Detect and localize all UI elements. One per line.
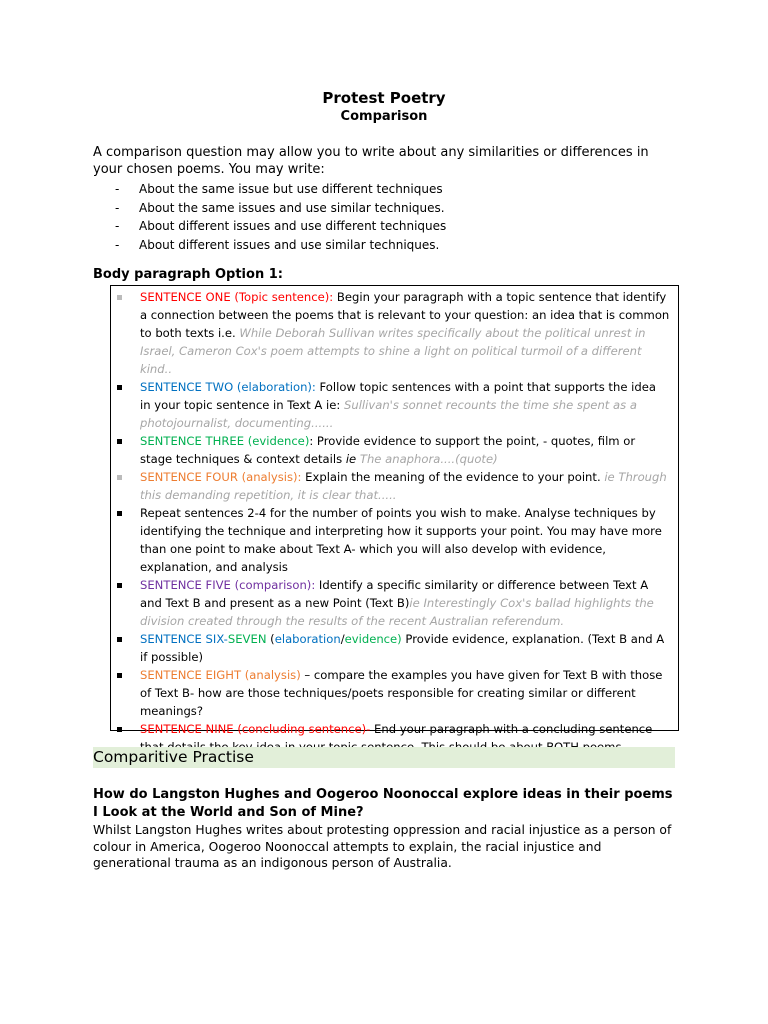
list-item: [93, 217, 446, 236]
square-bullet-icon: [117, 727, 122, 732]
step-item: [111, 432, 680, 468]
option-heading: Body paragraph Option 1:: [93, 267, 283, 282]
step-item: [111, 576, 680, 630]
list-item-text: About the same issue but use different techniques: [139, 182, 443, 196]
sentence-steps-list: [111, 288, 680, 756]
practise-question: How do Langston Hughes and Oogeroo Noonoccal explore ideas in their poems I Look at the World and Son of Mine?: [93, 787, 673, 820]
dash-bullet: -: [115, 219, 120, 234]
step-text: – compare the examples you have given for Text B with those of Text B- how are those techniques/poets responsible for creating similar or different meanings?: [140, 668, 663, 718]
square-bullet-icon: [117, 385, 122, 390]
step-text: End your paragraph with a concluding sentence: [374, 722, 653, 736]
list-item: [93, 180, 446, 199]
list-item: [93, 236, 446, 255]
step-label: SENTENCE NINE (concluding sentence)-: [140, 722, 371, 736]
step-example: ie Interestingly Cox's ballad highlights the division created through the results of the recent Australian referendum.: [140, 596, 654, 628]
step-example: While Deborah Sullivan writes specifically about the political unrest in Israel, Cameron Cox's poem attempts to shine a light on political turmoil of a different kind..: [140, 326, 646, 376]
step-text: Provide evidence, explanation. (Text B and A if possible): [140, 632, 665, 664]
paragraph-structure-box: [110, 285, 679, 736]
step-example: ie Through this demanding repetition, it is clear that.....: [140, 470, 667, 502]
dash-bullet: -: [115, 182, 120, 196]
step-label: SENTENCE ONE (Topic sentence):: [140, 290, 334, 304]
square-bullet-icon: [117, 439, 122, 444]
step-item: [111, 288, 680, 378]
step-text: Identify a specific similarity or difference between Text A and Text B and present as a new Point (Text B): [140, 578, 649, 610]
step-label: SENTENCE EIGHT (analysis): [140, 668, 301, 682]
step-label: SENTENCE SIX-: [140, 632, 228, 646]
square-bullet-icon: [117, 583, 122, 588]
list-item-text: About the same issues and use similar techniques.: [139, 200, 445, 215]
step-label: evidence): [344, 632, 402, 646]
step-text: Explain the meaning of the evidence to your point.: [301, 470, 605, 484]
step-text: Begin your paragraph with a topic sentence that identify a connection between the poems that is relevant to your question: an idea that is common to both texts i.e.: [140, 290, 670, 340]
square-bullet-icon: [117, 475, 122, 480]
options-list: [93, 180, 446, 255]
page-subtitle: Comparison: [340, 109, 428, 124]
page-title: Protest Poetry: [322, 89, 446, 107]
step-label: elaboration: [274, 632, 341, 646]
step-label: SEVEN: [227, 632, 267, 646]
list-item: [93, 199, 446, 218]
square-bullet-icon: [117, 673, 122, 678]
step-text: Repeat sentences 2-4 for the number of points you wish to make. Analyse techniques by identifying the technique and interpreting how it supports your point. You may have more than one point to make about Text A- which you will also develop with evidence, explanation, and analysis: [140, 506, 662, 574]
list-item-text: About different issues and use similar techniques.: [139, 238, 440, 253]
square-bullet-icon: [117, 637, 122, 642]
step-item: [111, 504, 680, 576]
step-ie: ie: [345, 452, 357, 466]
list-item-text: About different issues and use different techniques: [139, 219, 447, 234]
practise-heading-bar: [93, 747, 675, 768]
step-item: [111, 378, 680, 432]
square-bullet-icon: [117, 295, 122, 300]
step-text: (: [266, 632, 275, 646]
dash-bullet: -: [115, 200, 120, 215]
step-item: [111, 666, 680, 720]
step-example: Sullivan's sonnet recounts the time she spent as a photojournalist, documenting......: [140, 398, 637, 430]
practise-answer: Whilst Langston Hughes writes about protesting oppression and racial injustice as a person of colour in America, Oogeroo Noonoccal attempts to explain, the racial injustice and generational trauma as an indigonous person of Australia.: [93, 823, 672, 870]
step-item: [111, 630, 680, 666]
practise-heading: Comparitive Practise: [93, 748, 254, 766]
step-text: Follow topic sentences with a point that supports the idea in your topic sentence in Text A ie:: [140, 380, 656, 412]
step-text: : Provide evidence to support the point, - quotes, film or stage techniques & context details: [140, 434, 636, 466]
step-label: SENTENCE THREE (evidence): [140, 434, 310, 448]
step-label: SENTENCE TWO (elaboration):: [140, 380, 316, 394]
step-label: SENTENCE FOUR (analysis):: [140, 470, 302, 484]
step-label: SENTENCE FIVE (comparison):: [140, 578, 316, 592]
step-item: [111, 468, 680, 504]
dash-bullet: -: [115, 238, 120, 253]
step-example: The anaphora....(quote): [356, 452, 498, 466]
intro-paragraph: A comparison question may allow you to write about any similarities or differences in your chosen poems. You may write:: [93, 145, 649, 177]
step-text: /: [340, 632, 345, 646]
square-bullet-icon: [117, 511, 122, 516]
